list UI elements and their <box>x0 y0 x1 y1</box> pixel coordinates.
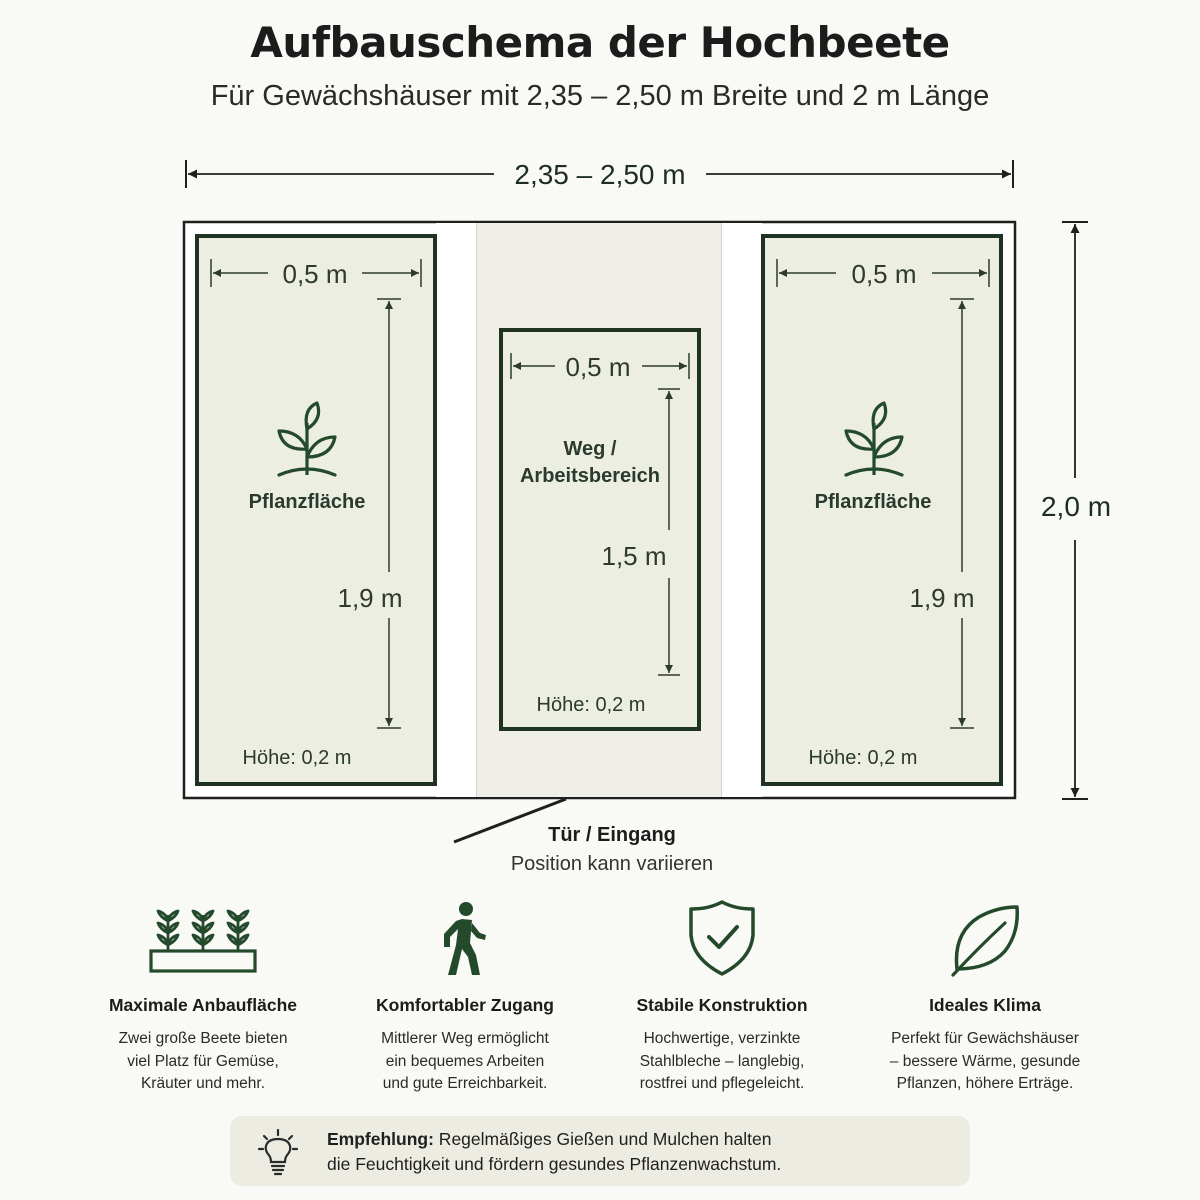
middle-bed-width-label: 0,5 m <box>565 352 631 382</box>
feature-title: Stabile Konstruktion <box>636 995 808 1015</box>
left-bed-height-label: Höhe: 0,2 m <box>242 747 352 769</box>
raised-bed-plants-icon <box>148 907 258 977</box>
left-bed-width-label: 0,5 m <box>282 259 348 289</box>
total-length-label: 2,0 m <box>1040 491 1112 522</box>
feature-title: Komfortabler Zugang <box>376 995 554 1015</box>
right-bed-length-label: 1,9 m <box>909 583 975 613</box>
middle-bed-length-label: 1,5 m <box>601 541 667 571</box>
right-bed-width-label: 0,5 m <box>851 259 917 289</box>
feature-stable-construction <box>587 895 857 1096</box>
feature-description: Hochwertige, verzinkte Stahlbleche – langlebig, rostfrei und pflegeleicht. <box>639 1030 805 1092</box>
middle-bed-height-label: Höhe: 0,2 m <box>536 694 646 716</box>
feature-ideal-climate <box>850 895 1120 1096</box>
feature-max-area <box>68 895 338 1096</box>
page-subtitle: Für Gewächshäuser mit 2,35 – 2,50 m Breite und 2 m Länge <box>210 80 990 112</box>
right-bed-height-label: Höhe: 0,2 m <box>808 747 918 769</box>
middle-bed-label-line2: Arbeitsbereich <box>519 465 661 487</box>
feature-description: Mittlerer Weg ermöglicht ein bequemes Arbeiten und gute Erreichbarkeit. <box>381 1030 549 1092</box>
left-bed <box>197 236 435 784</box>
total-length-dimension <box>1041 222 1111 799</box>
middle-bed-label-line1: Weg / <box>563 438 617 460</box>
total-width-label: 2,35 – 2,50 m <box>514 159 686 190</box>
feature-comfortable-access <box>330 895 600 1096</box>
recommendation-text: Empfehlung: Regelmäßiges Gießen und Mulchen halten die Feuchtigkeit und fördern gesundes Pflanzenwachstum. <box>327 1129 782 1174</box>
door-title: Tür / Eingang <box>548 824 676 846</box>
right-bed-label: Pflanzfläche <box>814 491 932 513</box>
recommendation-label: Empfehlung: <box>327 1129 434 1149</box>
leaf-icon <box>949 903 1021 977</box>
walking-person-icon <box>440 901 490 977</box>
left-bed-label: Pflanzfläche <box>248 491 366 513</box>
feature-title: Maximale Anbaufläche <box>108 995 298 1015</box>
lightbulb-icon <box>258 1128 298 1176</box>
shield-check-icon <box>687 899 757 977</box>
right-bed <box>763 236 1001 784</box>
left-bed-length-label: 1,9 m <box>337 583 403 613</box>
recommendation-box <box>230 1116 970 1186</box>
door-note: Position kann variieren <box>510 853 714 875</box>
total-width-dimension <box>186 159 1013 190</box>
page-title: Aufbauschema der Hochbeete <box>250 18 950 67</box>
feature-title: Ideales Klima <box>929 995 1041 1015</box>
feature-description: Perfekt für Gewächshäuser – bessere Wärme, gesunde Pflanzen, höhere Erträge. <box>889 1030 1081 1092</box>
feature-description: Zwei große Beete bieten viel Platz für Gemüse, Kräuter und mehr. <box>118 1030 288 1092</box>
middle-bed <box>501 330 699 729</box>
